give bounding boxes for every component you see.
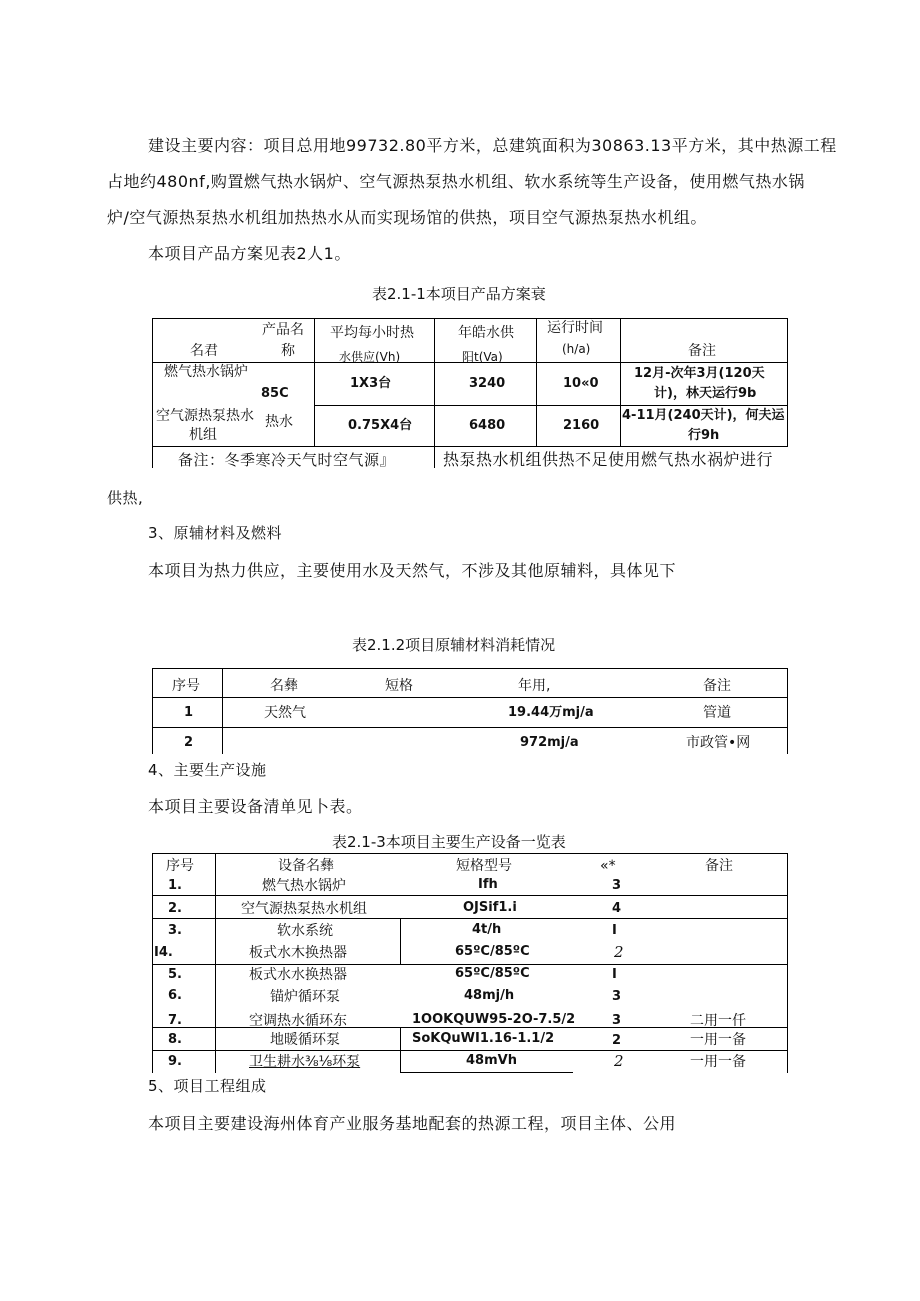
t3-r2-qty: 4 <box>612 901 622 916</box>
t1-r2-note1: 4-11月(240天计)，何夫运 <box>622 408 785 423</box>
t3-r8-qty: 2 <box>612 1033 622 1048</box>
t3-r9-qty: 2 <box>614 1052 624 1070</box>
t3-r8-note: 一用一备 <box>690 1032 746 1048</box>
t1-header-annual: 年皓水供 <box>458 325 514 341</box>
t3-r5-model: 65ºC/85ºC <box>455 966 530 981</box>
t3-r6-model: 48mj/h <box>464 988 515 1003</box>
t3-r9-name: 卫生耕水⅜⅛环泵 <box>249 1054 361 1070</box>
t3-r9-no: 9. <box>168 1054 182 1069</box>
t3-r5-qty: I <box>612 967 617 982</box>
t1-r1-name: 燃气热水锅炉 <box>164 364 248 380</box>
t3-r9-model: 48mVh <box>466 1053 517 1068</box>
t1-header-hours: 运行时间 <box>547 320 603 336</box>
t1-r1-product: 85C <box>261 386 289 401</box>
t1-r2-annual: 6480 <box>469 418 506 433</box>
section4-heading: 4、主要生产设施 <box>148 761 267 779</box>
t3-r7-no: 7. <box>168 1013 182 1028</box>
t2-header-no: 序号 <box>172 678 200 694</box>
t2-header-usage: 年用, <box>518 678 551 694</box>
after-table1: 供热, <box>107 489 144 507</box>
intro-line-4: 本项目产品方案见表2人1。 <box>148 244 351 263</box>
t1-header-annual2: 阳t(Va) <box>462 350 503 364</box>
t3-r8-model: SoKQuWI1.16-1.1/2 <box>412 1031 555 1046</box>
section3-text: 本项目为热力供应，主要使用水及天然气，不涉及其他原辅料，具体见下 <box>148 561 677 580</box>
t3-r1-model: Ifh <box>478 877 498 892</box>
table1-caption: 表2.1-1本项目产品方案衰 <box>372 285 546 303</box>
t3-r4-name: 板式水木换热器 <box>249 945 347 961</box>
t1-header-hours2: (h/a) <box>562 342 591 356</box>
t3-r1-qty: 3 <box>612 878 622 893</box>
section5-heading: 5、项目工程组成 <box>148 1077 267 1095</box>
t3-r8-no: 8. <box>168 1032 182 1047</box>
t1-footnote-right: 热泵热水机组供热不足使用燃气热水祸炉进行 <box>443 450 774 469</box>
t1-r2-product: 热水 <box>265 414 293 430</box>
t1-r2-hours: 2160 <box>563 418 600 433</box>
t1-header-supply2: 水供应(Vh) <box>339 350 401 364</box>
t1-r2-note2: 行9h <box>688 428 720 443</box>
t2-header-spec: 短格 <box>385 678 413 694</box>
t1-r1-note1: 12月-次年3月(120天 <box>634 366 765 381</box>
t3-r6-name: 锚炉循环泵 <box>270 989 340 1005</box>
t3-r5-no: 5. <box>168 967 182 982</box>
t1-r1-supply: 1X3台 <box>350 376 392 391</box>
t1-r2-name: 空气源热泵热水 <box>156 408 254 424</box>
section3-heading: 3、原辅材料及燃料 <box>148 524 283 542</box>
t3-r7-name: 空调热水循环东 <box>249 1013 347 1029</box>
intro-line-2: 占地约480nf,购置燃气热水锅炉、空气源热泵热水机组、软水系统等生产设备，使用燃气热水锅 <box>107 172 805 191</box>
t3-r3-model: 4t/h <box>472 922 502 937</box>
t1-r2-supply: 0.75X4台 <box>348 418 413 433</box>
t1-footnote-left: 备注：冬季寒冷天气时空气源』 <box>178 451 396 469</box>
t2-r1-no: 1 <box>184 705 194 720</box>
t3-header-no: 序号 <box>166 858 194 874</box>
t3-r2-model: OJSif1.i <box>463 900 517 915</box>
t2-header-name: 名彝 <box>270 678 298 694</box>
t1-header-product: 产品名 <box>262 322 304 338</box>
t3-r6-no: 6. <box>168 988 182 1003</box>
section4-text: 本项目主要设备清单见卜表。 <box>148 797 363 816</box>
t1-header-product2: 称 <box>281 343 295 359</box>
t3-r7-model: 1OOKQUW95-2O-7.5/2 <box>412 1012 576 1027</box>
t3-r9-note: 一用一备 <box>690 1054 746 1070</box>
t3-r3-qty: I <box>612 923 617 938</box>
t1-r1-hours: 10«0 <box>563 376 599 391</box>
intro-line-3: 炉/空气源热泵热水机组加热热水从而实现场馆的供热，项目空气源热泵热水机组。 <box>107 208 707 227</box>
t2-r2-usage: 972mj/a <box>520 735 579 750</box>
t3-r1-name: 燃气热水锅炉 <box>262 878 346 894</box>
t1-r2-name2: 机组 <box>189 427 217 443</box>
t3-r4-qty: 2 <box>614 943 624 961</box>
t3-r2-name: 空气源热泵热水机组 <box>241 901 367 917</box>
section5-text: 本项目主要建设海州体育产业服务基地配套的热源工程，项目主体、公用 <box>148 1114 677 1133</box>
t3-header-model: 短格型号 <box>456 858 512 874</box>
t2-r2-no: 2 <box>184 735 194 750</box>
t3-header-note: 备注 <box>705 858 733 874</box>
t3-r3-no: 3. <box>168 923 182 938</box>
t3-r2-no: 2. <box>168 901 182 916</box>
table2-caption: 表2.1.2项目原辅材料消耗情况 <box>352 636 556 654</box>
t3-r1-no: 1. <box>168 878 182 893</box>
t3-header-name: 设备名彝 <box>278 858 334 874</box>
t3-r4-model: 65ºC/85ºC <box>455 944 530 959</box>
t3-r8-name: 地暖循环泵 <box>270 1032 340 1048</box>
t1-header-note: 备注 <box>688 343 716 359</box>
t1-r1-note2: 计)，林天运行9b <box>654 386 757 401</box>
t3-r5-name: 板式水水换热器 <box>249 967 347 983</box>
table3-caption: 表2.1-3本项目主要生产设备一览表 <box>332 833 566 851</box>
t2-header-note: 备注 <box>703 678 731 694</box>
t3-r3-name: 软水系统 <box>277 923 333 939</box>
t1-header-name: 名君 <box>190 343 218 359</box>
t3-r7-qty: 3 <box>612 1013 622 1028</box>
t2-r2-note: 市政管•网 <box>686 735 751 751</box>
t3-r6-qty: 3 <box>612 989 622 1004</box>
intro-line-1: 建设主要内容：项目总用地99732.80平方米，总建筑面积为30863.13平方米，其中热源工程 <box>148 136 837 155</box>
t1-header-supply: 平均每小时热 <box>330 325 414 341</box>
t3-header-qty: «* <box>600 858 616 874</box>
t3-r4-no: I4. <box>154 945 173 960</box>
t2-r1-usage: 19.44万mj/a <box>508 705 594 720</box>
t2-r1-note: 管道 <box>703 705 731 721</box>
t3-r7-note: 二用一仟 <box>690 1013 746 1029</box>
t2-r1-name: 天然气 <box>264 705 306 721</box>
t1-r1-annual: 3240 <box>469 376 506 391</box>
